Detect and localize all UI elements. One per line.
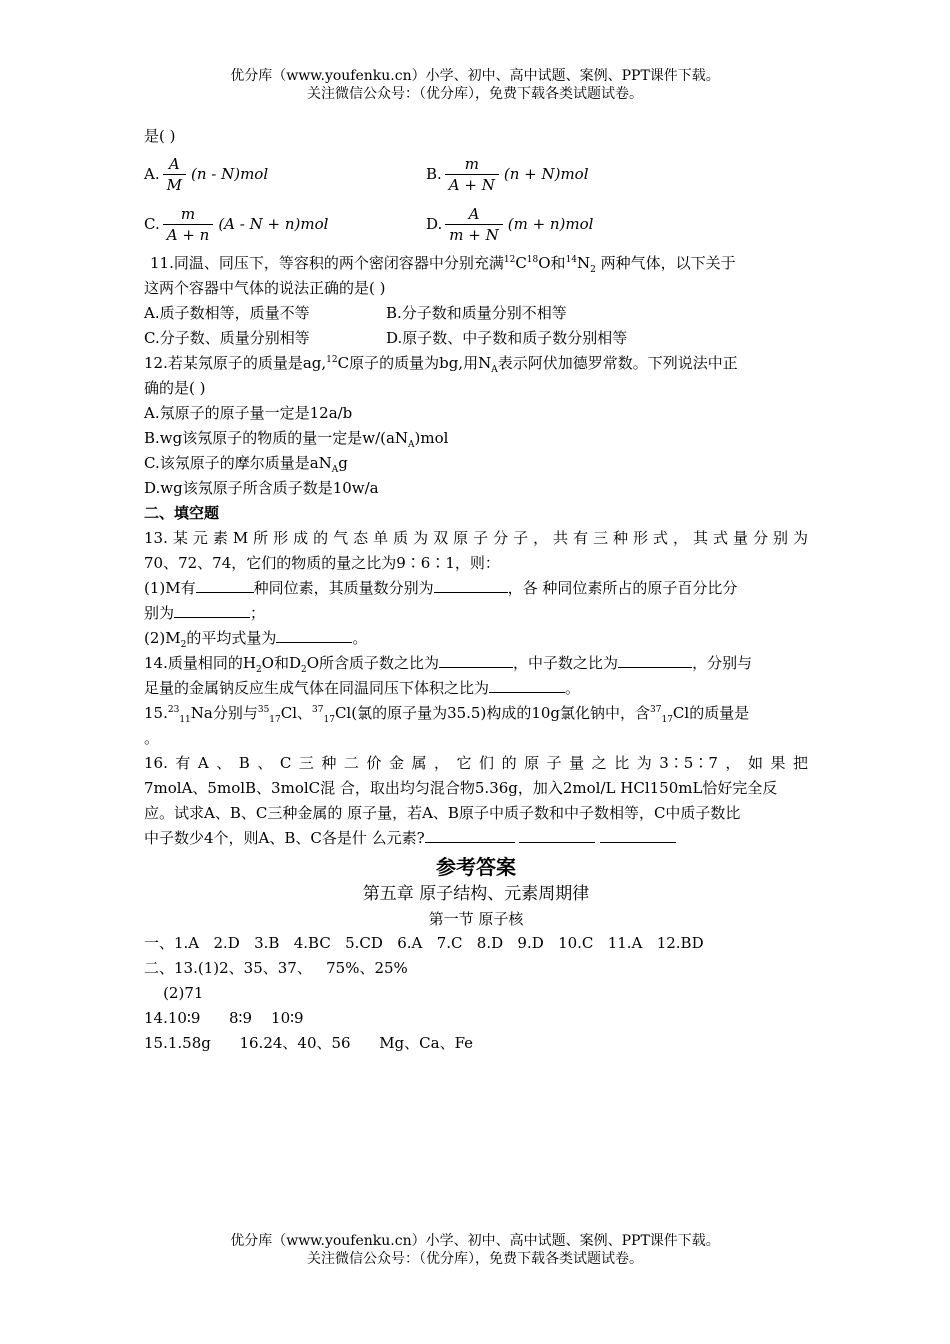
answers-title: 参考答案 bbox=[436, 855, 516, 879]
q11-stem-line-2: 这两个容器中气体的说法正确的是( ) bbox=[144, 279, 386, 297]
fraction: $\frac{A}{M}$ bbox=[163, 154, 186, 195]
document-body bbox=[144, 124, 808, 1056]
q16-line-3: 应。试求A、B、C三种金属的 原子量，若A、B原子中质子数和中子数相等，C中质子数比 bbox=[144, 804, 741, 822]
q13-line-1: 13.某元素M所形成的气态单质为双原子分子，共有三种形式，其式量分别为 bbox=[144, 529, 808, 547]
q12-stem-line-1: 12.若某氖原子的质量是ag,$^{12}$C原子的质量为bg,用$N_A$表示阿伏加德罗常数。下列说法中正 bbox=[144, 354, 738, 375]
q13-line-5: $(2)M_2$的平均式量为 。 bbox=[144, 626, 808, 651]
answer-blank bbox=[439, 651, 513, 668]
section-heading-fill-in: 二、填空题 bbox=[144, 504, 220, 522]
fraction: $\frac{m}{A + n}$ bbox=[163, 204, 214, 245]
q10-option-a: A. $\frac{A}{M}$ (n - N)mol bbox=[144, 154, 269, 194]
q12-option-c: C.该氖原子的摩尔质量是$aN_Ag$ bbox=[144, 454, 348, 475]
answers-line-1: 一、1.A 2.D 3.B 4.BC 5.CD 6.A 7.C 8.D 9.D 10.C 11.A 12.BD bbox=[144, 934, 704, 952]
q12-option-b: B.wg该氖原子的物质的量一定是$w/(aN_A)mol$ bbox=[144, 429, 449, 450]
answer-blank bbox=[519, 826, 595, 843]
answer-blank bbox=[489, 676, 565, 693]
q12-option-a: A.氖原子的原子量一定是12a/b bbox=[144, 404, 353, 422]
q10-option-b: B. $\frac{m}{A + N}$ (n + N)mol bbox=[426, 154, 589, 194]
q11-options-ab: A.质子数相等，质量不等 B.分子数和质量分别不相等 bbox=[144, 304, 567, 322]
q10-options-row-1 bbox=[144, 149, 808, 199]
answer-blank bbox=[600, 826, 676, 843]
q12-option-d: D.wg该氖原子所含质子数是10w/a bbox=[144, 479, 379, 497]
answers-line-4: 14.10∶9 8∶9 10∶9 bbox=[144, 1009, 304, 1027]
answers-chapter: 第五章 原子结构、元素周期律 bbox=[362, 884, 590, 904]
q10-options-row-2 bbox=[144, 199, 808, 249]
q10-option-c: C. $\frac{m}{A + n}$ (A - N + n)mol bbox=[144, 204, 329, 244]
page-header bbox=[0, 67, 950, 103]
q10-option-d: D. $\frac{A}{m + N}$ (m + n)mol bbox=[426, 204, 594, 244]
fraction: $\frac{m}{A + N}$ bbox=[445, 154, 499, 195]
footer-line-1: 优分库（www.youfenku.cn）小学、初中、高中试题、案例、PPT课件下载。 bbox=[230, 1233, 720, 1249]
answers-section: 第一节 原子核 bbox=[428, 910, 524, 928]
answer-blank bbox=[196, 576, 254, 593]
answer-blank bbox=[434, 576, 508, 593]
q11-stem-line-1: 11.同温、同压下，等容积的两个密闭容器中分别充满$^{12}C^{18}O$和$^{14}N_2$ 两种气体，以下关于 bbox=[150, 254, 736, 275]
q14-line-2: 足量的金属钠反应生成气体在同温同压下体积之比为 。 bbox=[144, 676, 808, 701]
q15-line-2: 。 bbox=[144, 729, 160, 747]
q12-stem-line-2: 确的是( ) bbox=[144, 379, 206, 397]
footer-line-2: 关注微信公众号：（优分库），免费下载各类试题试卷。 bbox=[307, 1251, 643, 1267]
q13-line-2: 70、72、74，它们的物质的量之比为9∶6∶1，则： bbox=[144, 554, 500, 572]
q16-line-1: 16.有A、B、C三种二价金属，它们的原子量之比为3∶5∶7，如果把 bbox=[144, 754, 808, 772]
answer-blank bbox=[276, 626, 352, 643]
answer-blank bbox=[618, 651, 692, 668]
q13-line-4: 别为 ； bbox=[144, 601, 808, 626]
fraction: $\frac{A}{m + N}$ bbox=[445, 204, 502, 245]
answers-line-3: (2)71 bbox=[144, 984, 204, 1002]
q14-line-1: 14.质量相同的$H_2O$和$D_2O$所含质子数之比为 ，中子数之比为 ，分别与 bbox=[144, 651, 808, 676]
q16-line-4: 中子数少4个，则A、B、C各是什 么元素? bbox=[144, 826, 808, 851]
q16-line-2: 7molA、5molB、3molC混 合，取出均匀混合物5.36g，加入2mol/L HCl150mL恰好完全反 bbox=[144, 779, 778, 797]
q15-line-1: $15.23_{11}Na$分别与$^{35}_{17}$Cl、$^{37}_{17}$Cl(氯的原子量为35.5)构成的10g氯化钠中，含$^{37}_{17}$Cl的质量是 bbox=[144, 704, 750, 725]
header-line-2: 关注微信公众号：（优分库），免费下载各类试题试卷。 bbox=[307, 86, 643, 102]
answers-line-2: 二、13.(1)2、35、37、 75%、25% bbox=[144, 959, 408, 977]
q10-tail: 是( ) bbox=[144, 127, 176, 145]
page-footer bbox=[0, 1232, 950, 1268]
answer-blank bbox=[425, 826, 515, 843]
answers-line-5: 15.1.58g 16.24、40、56 Mg、Ca、Fe bbox=[144, 1034, 474, 1052]
q13-line-3: (1)M有 种同位素，其质量数分别为 ，各 种同位素所占的原子百分比分 bbox=[144, 576, 808, 601]
answer-blank bbox=[174, 601, 250, 618]
header-line-1: 优分库（www.youfenku.cn）小学、初中、高中试题、案例、PPT课件下载。 bbox=[230, 68, 720, 84]
q11-options-cd: C.分子数、质量分别相等 D.原子数、中子数和质子数分别相等 bbox=[144, 329, 628, 347]
